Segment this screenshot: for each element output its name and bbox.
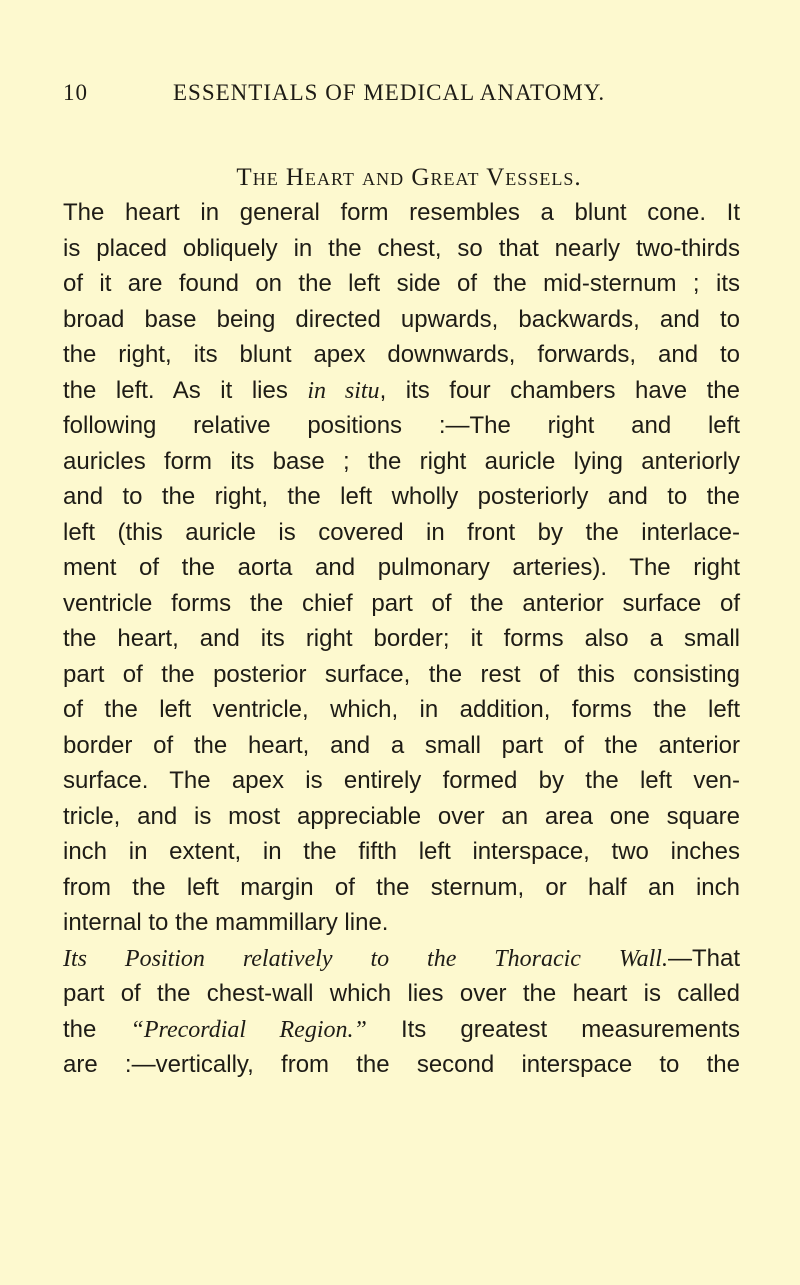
page-number: 10 xyxy=(63,80,88,105)
text-line xyxy=(63,941,740,977)
running-title: ESSENTIALS OF MEDICAL ANATOMY. xyxy=(173,80,606,105)
text-line: auricles form its base ; the right auricle lying anteriorly xyxy=(63,447,740,475)
text-line: part of the chest-wall which lies over the heart is called xyxy=(63,980,740,1007)
text-line: part of the posterior surface, the rest of this consisting xyxy=(63,660,740,688)
text-line: the right, its blunt apex downwards, forwards, and to xyxy=(63,341,740,368)
body-text xyxy=(63,195,740,1083)
text-line: border of the heart, and a small part of the anterior xyxy=(63,731,740,759)
text-run: Its greatest measurements xyxy=(366,1015,741,1043)
text-line: the heart, and its right border; it forms also a small xyxy=(63,625,740,652)
italic-subheading: Its Position relatively to the Thoracic Wall. xyxy=(63,945,668,972)
text-run: the left. As it lies xyxy=(63,376,308,404)
text-line: following relative positions :—The right and left xyxy=(63,412,740,439)
text-line: of the left ventricle, which, in addition, forms the left xyxy=(63,696,740,723)
text-line: broad base being directed upwards, backwards, and to xyxy=(63,305,740,333)
italic-term: in situ xyxy=(307,377,380,404)
text-line: surface. The apex is entirely formed by the left ven- xyxy=(63,767,740,794)
running-header xyxy=(0,80,800,114)
text-run: , its four chambers have the xyxy=(379,376,740,404)
text-line: inch in extent, in the fifth left interspace, two inches xyxy=(63,838,740,865)
text-line: tricle, and is most appreciable over an area one square xyxy=(63,802,740,830)
text-line: of it are found on the left side of the mid-sternum ; its xyxy=(63,270,740,297)
text-line: ment of the aorta and pulmonary arteries). The right xyxy=(63,554,740,581)
text-run: the xyxy=(63,1015,131,1043)
text-line: are :—vertically, from the second interspace to the xyxy=(63,1051,740,1078)
text-line: internal to the mammillary line. xyxy=(63,909,389,936)
text-line: and to the right, the left wholly posteriorly and to the xyxy=(63,483,740,510)
text-line: left (this auricle is covered in front by the interlace- xyxy=(63,518,740,546)
text-run: —That xyxy=(667,944,740,972)
text-line: from the left margin of the sternum, or half an inch xyxy=(63,873,740,901)
text-line xyxy=(63,1012,740,1048)
italic-term: “Precordial Region.” xyxy=(130,1016,367,1043)
section-title: The Heart and Great Vessels. xyxy=(236,164,582,191)
text-line xyxy=(63,373,740,409)
text-line: The heart in general form resembles a blunt cone. It xyxy=(63,199,740,226)
text-line: is placed obliquely in the chest, so that nearly two-thirds xyxy=(63,234,740,262)
text-line: ventricle forms the chief part of the anterior surface of xyxy=(63,589,740,617)
